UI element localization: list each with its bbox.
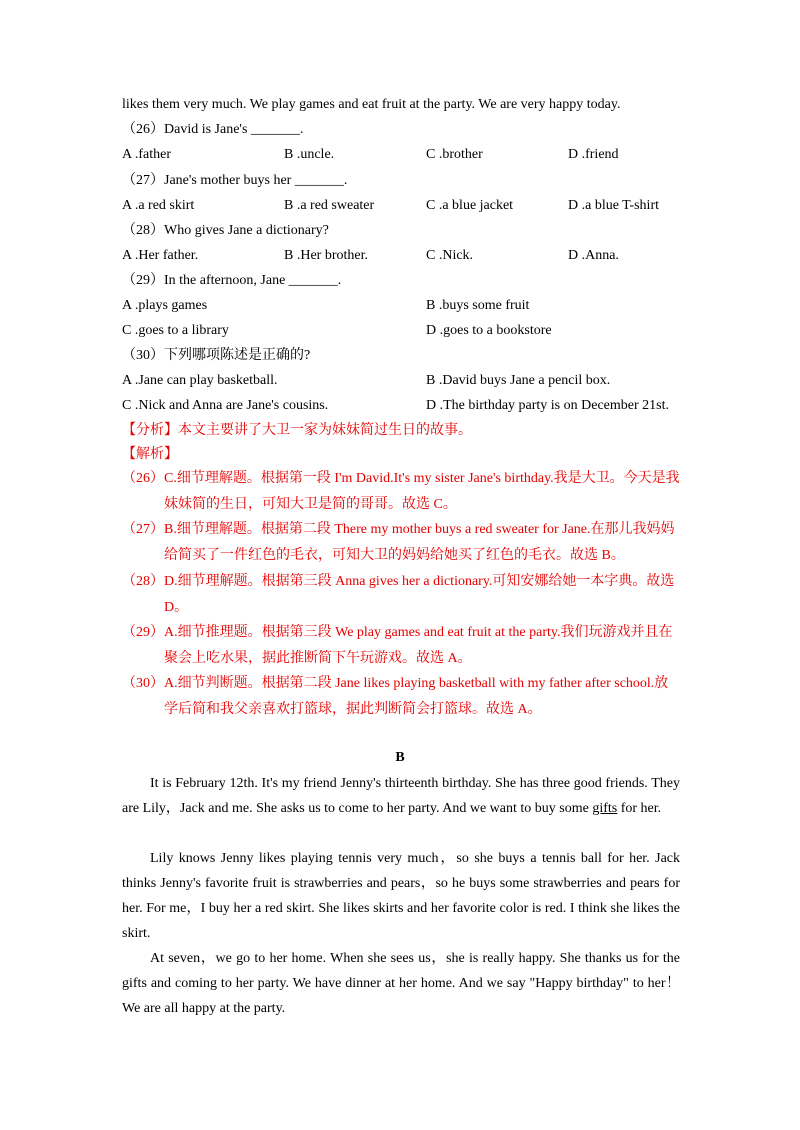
option-a: A .father — [122, 147, 171, 162]
passage-end-line: likes them very much. We play games and eat fruit at the party. We are very happy today. — [122, 97, 621, 112]
passage-paragraph-3: At seven，we go to her home. When she sees us，she is really happy. She thanks us for the gifts and coming to her party. We have dinner at her home. And we say "Happy birthday" to her！We are all happy at the party. — [122, 951, 680, 1016]
question-29-options-row2 — [122, 321, 682, 341]
option-c: C .a blue jacket — [426, 198, 514, 213]
analysis-summary: 【分析】本文主要讲了大卫一家为妹妹简过生日的故事。 — [122, 423, 472, 438]
option-d: D .Anna. — [568, 248, 619, 263]
question-29-options-row1 — [122, 296, 682, 316]
passage-paragraph-1 — [122, 771, 680, 821]
question-28-stem: （28）Who gives Jane a dictionary? — [122, 223, 329, 238]
option-b: B .Her brother. — [284, 248, 368, 263]
p1-text-before: It is February 12th. It's my friend Jenny's thirteenth birthday. She has three good friends. They are Lily，Jack and me. She asks us to come to her party. And we want to buy some — [122, 776, 680, 816]
option-a: A .a red skirt — [122, 198, 195, 213]
option-d: D .friend — [568, 147, 619, 162]
explanation-27: （27）B.细节理解题。根据第二段 There my mother buys a red sweater for Jane.在那儿我妈妈给简买了一件红色的毛衣，可知大卫的妈妈给她买了红色的毛衣。故选 B。 — [122, 522, 675, 563]
question-27-stem: （27）Jane's mother buys her _______. — [122, 173, 348, 188]
question-30-options-row2 — [122, 396, 682, 416]
option-c: C .Nick and Anna are Jane's cousins. — [122, 398, 329, 413]
explanation-30: （30）A.细节判断题。根据第二段 Jane likes playing basketball with my father after school.放学后简和我父亲喜欢打篮球，据此判断简会打篮球。故选 A。 — [122, 676, 669, 717]
question-30-options-row1 — [122, 371, 682, 391]
option-a: A .Her father. — [122, 248, 199, 263]
p1-text-after: for her. — [617, 801, 662, 816]
option-d: D .a blue T-shirt — [568, 198, 659, 213]
option-d: D .goes to a bookstore — [426, 323, 552, 338]
explanation-label: 【解析】 — [122, 447, 178, 462]
option-a: A .plays games — [122, 298, 208, 313]
option-d: D .The birthday party is on December 21st. — [426, 398, 669, 413]
option-b: B .uncle. — [284, 147, 335, 162]
option-b: B .a red sweater — [284, 198, 375, 213]
question-30-stem: （30）下列哪项陈述是正确的? — [122, 348, 311, 363]
underlined-word: gifts — [592, 801, 618, 816]
question-26-stem: （26）David is Jane's _______. — [122, 122, 304, 137]
question-29-stem: （29）In the afternoon, Jane _______. — [122, 273, 342, 288]
section-heading: B — [395, 750, 405, 765]
option-b: B .buys some fruit — [426, 298, 530, 313]
question-26-options — [122, 145, 682, 165]
option-b: B .David buys Jane a pencil box. — [426, 373, 611, 388]
option-c: C .Nick. — [426, 248, 474, 263]
explanation-29: （29）A.细节推理题。根据第三段 We play games and eat fruit at the party.我们玩游戏并且在聚会上吃水果，据此推断简下午玩游戏。故选 A。 — [122, 625, 673, 666]
question-27-options — [122, 196, 682, 216]
question-28-options — [122, 246, 682, 266]
option-a: A .Jane can play basketball. — [122, 373, 278, 388]
passage-paragraph-2: Lily knows Jenny likes playing tennis very much，so she buys a tennis ball for her. Jack thinks Jenny's favorite fruit is strawberries and pears，so he buys some strawberries and pears for her. For me，I buy her a red skirt. She likes skirts and her favorite color is red. I think she likes the skirt. — [122, 851, 680, 941]
option-c: C .brother — [426, 147, 483, 162]
explanation-28: （28）D.细节理解题。根据第三段 Anna gives her a dictionary.可知安娜给她一本字典。故选 D。 — [122, 574, 675, 615]
explanation-26: （26）C.细节理解题。根据第一段 I'm David.It's my sister Jane's birthday.我是大卫。今天是我妹妹简的生日，可知大卫是简的哥哥。故选 C。 — [122, 471, 680, 512]
option-c: C .goes to a library — [122, 323, 229, 338]
